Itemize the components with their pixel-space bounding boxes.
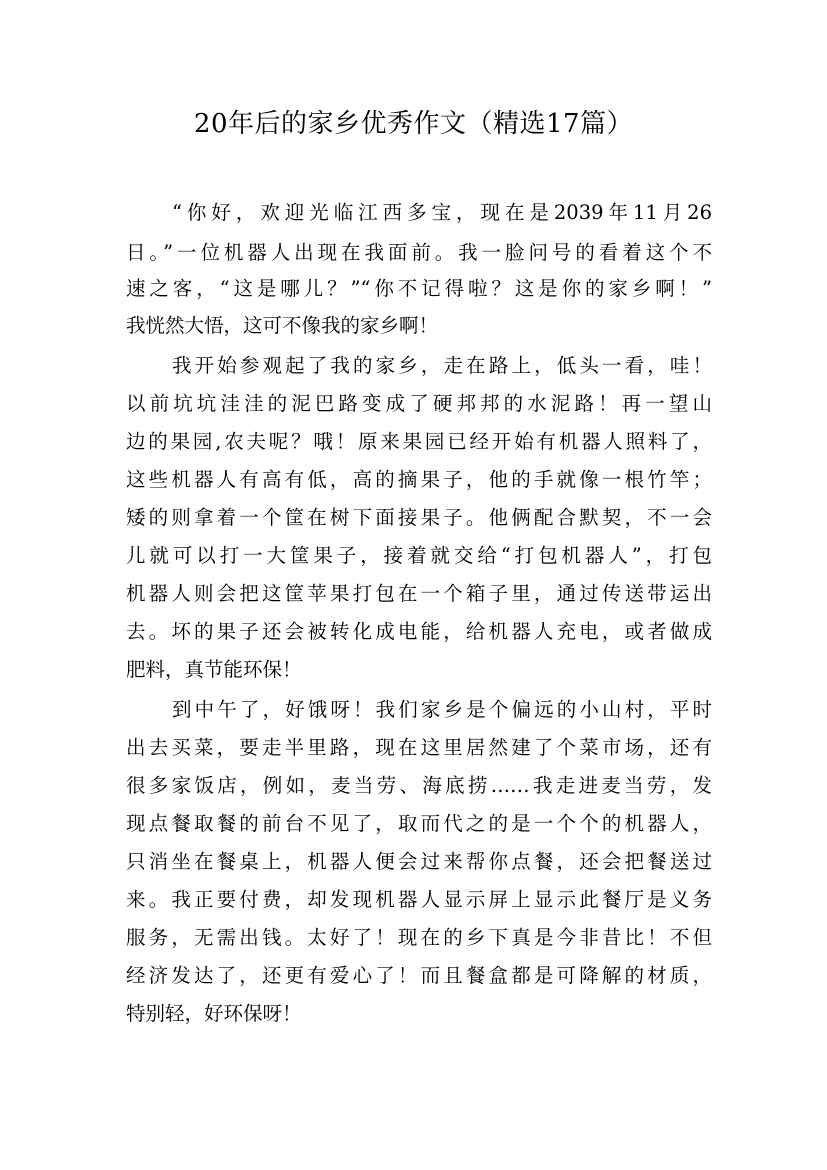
- paragraph-3-line-2: 出去买菜，要走半里路，现在这里居然建了个菜市场，还有: [126, 736, 712, 759]
- paragraph-2-line-7: 机器人则会把这筐苹果打包在一个箱子里，通过传送带运出: [126, 582, 712, 605]
- paragraph-3-line-7: 服务，无需出钱。太好了！现在的乡下真是今非昔比！不但: [126, 926, 712, 949]
- paragraph-2-line-5: 矮的则拿着一个筐在树下面接果子。他俩配合默契，不一会: [126, 506, 712, 529]
- paragraph-3-line-9: 特别轻，好环保呀！: [126, 1002, 302, 1025]
- paragraph-1-line-3: 速之客，“这是哪儿？”“你不记得啦？这是你的家乡啊！”: [126, 277, 712, 300]
- paragraph-1-line-2: 日。”一位机器人出现在我面前。我一脸问号的看着这个不: [126, 241, 712, 264]
- paragraph-3-line-4: 现点餐取餐的前台不见了，取而代之的是一个个的机器人，: [126, 812, 712, 835]
- paragraph-3-line-3: 很多家饭店，例如，麦当劳、海底捞……我走进麦当劳，发: [126, 774, 712, 797]
- document-title: 20年后的家乡优秀作文（精选17篇）: [193, 109, 634, 139]
- paragraph-1-line-1: “你好，欢迎光临江西多宝，现在是2039年11月26: [172, 201, 712, 224]
- paragraph-3-line-1: 到中午了，好饿呀！我们家乡是个偏远的小山村，平时: [172, 698, 712, 721]
- paragraph-2-line-8: 去。坏的果子还会被转化成电能，给机器人充电，或者做成: [126, 620, 712, 643]
- paragraph-3-line-8: 经济发达了，还更有爱心了！而且餐盒都是可降解的材质，: [126, 964, 712, 987]
- paragraph-1-line-4: 我恍然大悟，这可不像我的家乡啊！: [126, 314, 439, 337]
- paragraph-2-line-2: 以前坑坑洼洼的泥巴路变成了硬邦邦的水泥路！再一望山: [126, 392, 712, 415]
- paragraph-2-line-4: 这些机器人有高有低，高的摘果子，他的手就像一根竹竿；: [126, 468, 712, 491]
- paragraph-2-line-1: 我开始参观起了我的家乡，走在路上，低头一看，哇！: [172, 354, 712, 377]
- paragraph-2-line-3: 边的果园,农夫呢？哦！原来果园已经开始有机器人照料了，: [126, 430, 712, 453]
- paragraph-2-line-9: 肥料，真节能环保！: [126, 658, 302, 681]
- paragraph-3-line-5: 只消坐在餐桌上，机器人便会过来帮你点餐，还会把餐送过: [126, 850, 712, 873]
- paragraph-2-line-6: 儿就可以打一大筐果子，接着就交给“打包机器人”，打包: [126, 544, 712, 567]
- paragraph-3-line-6: 来。我正要付费，却发现机器人显示屏上显示此餐厅是义务: [126, 888, 712, 911]
